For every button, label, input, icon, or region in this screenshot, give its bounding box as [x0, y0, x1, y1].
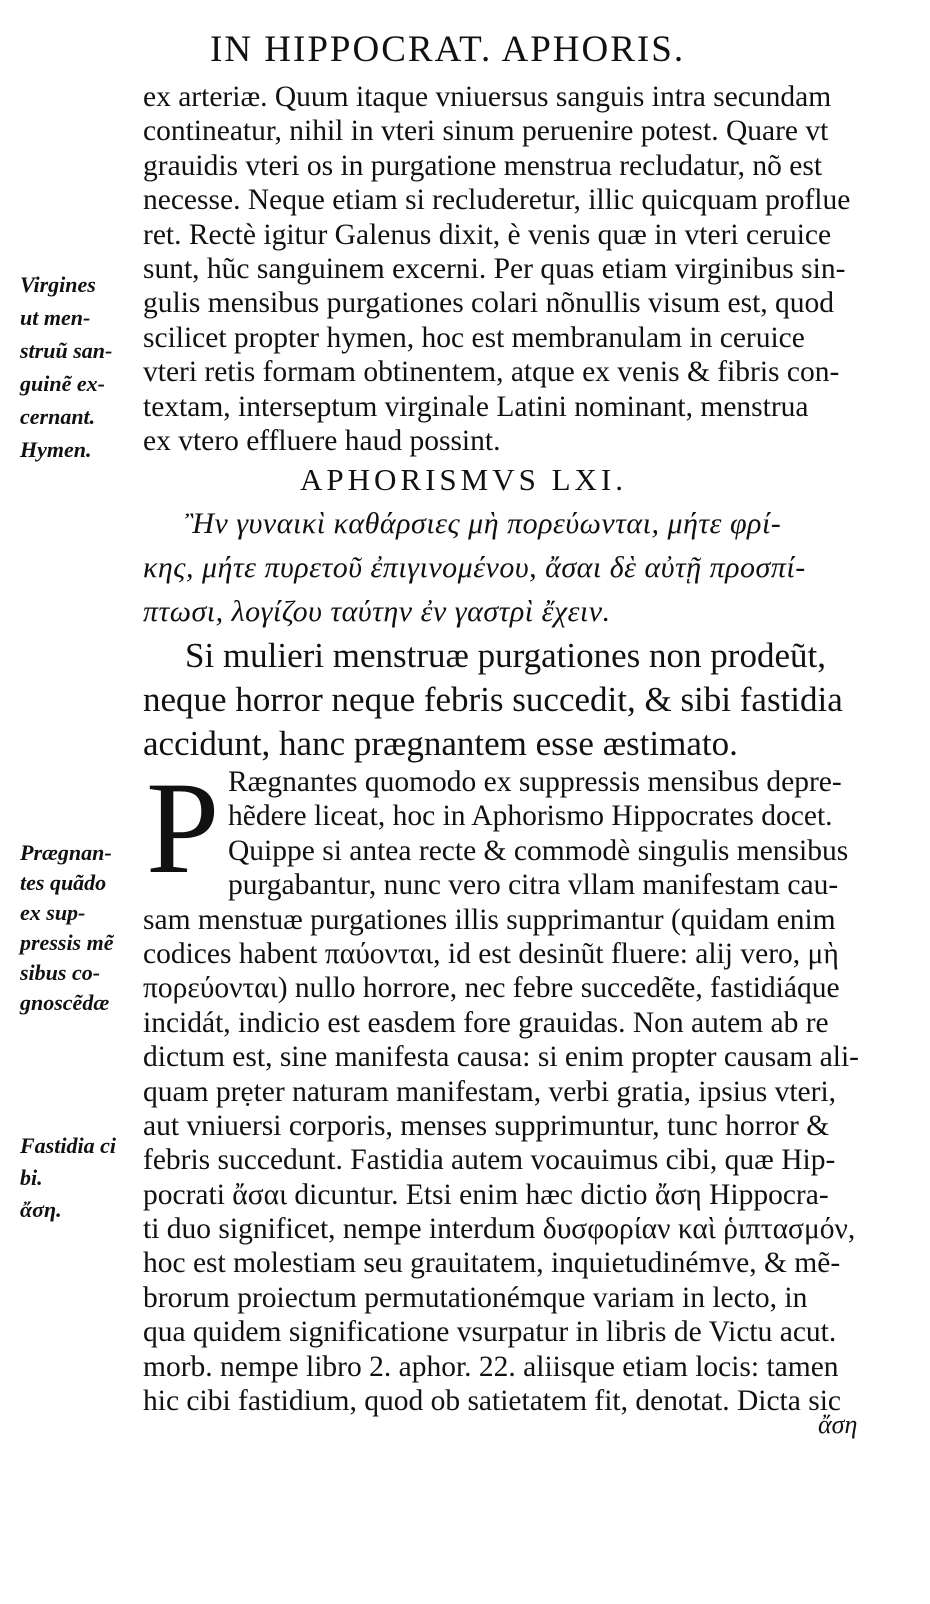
- commentary-line: codices habent παύονται, id est desinũt fluere: alij vero, μὴ: [143, 937, 839, 970]
- translation-line: accidunt, hanc prægnantem esse æstimato.: [143, 724, 738, 763]
- commentary-line: morb. nempe libro 2. aphor. 22. aliisque etiam locis: tamen: [143, 1350, 839, 1383]
- text-line: ret. Rectè igitur Galenus dixit, è venis quæ in vteri ceruice: [143, 218, 832, 251]
- margin-note-praegnantes: [20, 838, 138, 1018]
- margin-note-line: struũ san-: [20, 338, 113, 363]
- commentary-line: dictum est, sine manifesta causa: si enim propter causam ali-: [143, 1041, 859, 1074]
- text-line: contineatur, nihil in vteri sinum peruenire potest. Quare vt: [143, 115, 829, 148]
- text-line: textam, interseptum virginale Latini nominant, menstrua: [143, 390, 809, 423]
- commentary-line: pocrati ἄσαι dicuntur. Etsi enim hæc dictio ἄση Hippocra-: [143, 1178, 829, 1211]
- margin-note-line: ut men-: [20, 305, 91, 330]
- commentary-line: πορεύονται) nullo horrore, nec febre succedẽte, fastidiáque: [143, 972, 840, 1005]
- text-line: sunt, hũc sanguinem excerni. Per quas etiam virginibus sin-: [143, 252, 846, 285]
- margin-note-line: bi.: [20, 1165, 43, 1190]
- commentary-line: quam prẹter naturam manifestam, verbi gratia, ipsius vteri,: [143, 1075, 837, 1108]
- text-line: ex arteriæ. Quum itaque vniuersus sanguis intra secundam: [143, 81, 832, 113]
- margin-note-line: Virgines: [20, 272, 96, 297]
- commentary-line: ti duo significet, nempe interdum δυσφορίαν καὶ ῥιπτασμόν,: [143, 1213, 856, 1246]
- commentary-line: hoc est molestiam seu grauitatem, inquietudinémve, & mẽ-: [143, 1247, 841, 1280]
- commentary-line: purgabantur, nunc vero citra vllam manifestam cau-: [228, 869, 839, 902]
- commentary-line: qua quidem significatione vsurpatur in libris de Victu acut.: [143, 1316, 837, 1349]
- margin-note-line: Prægnan-: [20, 840, 112, 865]
- text-line: ex vtero effluere haud possint.: [143, 424, 501, 457]
- drop-cap: P: [146, 754, 220, 901]
- commentary-line: febris succedunt. Fastidia autem vocauimus cibi, quæ Hip-: [143, 1144, 836, 1177]
- text-line: grauidis vteri os in purgatione menstrua recludatur, nõ est: [143, 149, 823, 182]
- commentary-line: hic cibi fastidium, quod ob satietatem fit, denotat. Dicta sic: [143, 1385, 841, 1418]
- margin-note-line: cernant.: [20, 404, 96, 429]
- aphorism-heading: APHORISMVS LXI.: [300, 462, 627, 497]
- greek-line: κης, μήτε πυρετοῦ ἐπιγινομένου, ἄσαι δὲ αὐτῇ προσπί-: [143, 551, 806, 584]
- commentary-line: hẽdere liceat, hoc in Aphorismo Hippocrates docet.: [228, 800, 833, 833]
- paragraph-1: [143, 80, 883, 458]
- margin-note-virgines: [20, 268, 138, 466]
- catchword: ἄση: [818, 1410, 858, 1439]
- commentary-line: aut vniuersi corporis, menses supprimuntur, tunc horror &: [143, 1109, 830, 1142]
- text-line: vteri retis formam obtinentem, atque ex venis & fibris con-: [143, 356, 840, 389]
- greek-line: Ἢν γυναικὶ καθάρσιες μὴ πορεύωνται, μήτε φρί-: [185, 507, 782, 540]
- text-line: scilicet propter hymen, hoc est membranulam in ceruice: [143, 321, 805, 354]
- commentary-line: Rægnantes quomodo ex suppressis mensibus depre-: [228, 766, 842, 798]
- translation-line: Si mulieri menstruæ purgationes non prodeũt,: [185, 636, 826, 675]
- greek-line: πτωσι, λογίζου ταύτην ἐν γαστρὶ ἔχειν.: [143, 595, 611, 628]
- margin-note-fastidia: [20, 1130, 138, 1226]
- commentary-line: Quippe si antea recte & commodè singulis mensibus: [228, 834, 849, 867]
- latin-translation: [143, 634, 883, 766]
- margin-note-line: gnoscẽdæ: [20, 990, 110, 1015]
- margin-note-line: tes quãdo: [20, 870, 107, 895]
- running-head: IN HIPPOCRAT. APHORIS.: [210, 29, 686, 70]
- greek-aphorism: [143, 502, 883, 634]
- translation-line: neque horror neque febris succedit, & sibi fastidia: [143, 680, 843, 719]
- commentary-line: brorum proiectum permutationémque variam in lecto, in: [143, 1281, 808, 1314]
- margin-note-line: Hymen.: [20, 437, 92, 462]
- margin-note-line: guinẽ ex-: [20, 371, 105, 396]
- margin-note-line: ex sup-: [20, 900, 86, 925]
- commentary: [143, 754, 883, 1418]
- margin-note-line: ἄση.: [20, 1197, 62, 1222]
- margin-note-line: pressis mẽ: [20, 930, 114, 955]
- commentary-line: sam menstuæ purgationes illis supprimantur (quidam enim: [143, 903, 836, 936]
- text-line: necesse. Neque etiam si recluderetur, illic quicquam proflue: [143, 184, 851, 217]
- text-line: gulis mensibus purgationes colari nõnullis visum est, quod: [143, 287, 835, 320]
- commentary-line: incidát, indicio est easdem fore grauidas. Non autem ab re: [143, 1006, 829, 1039]
- margin-note-line: sibus co-: [20, 960, 101, 985]
- margin-note-line: Fastidia ci: [20, 1133, 116, 1158]
